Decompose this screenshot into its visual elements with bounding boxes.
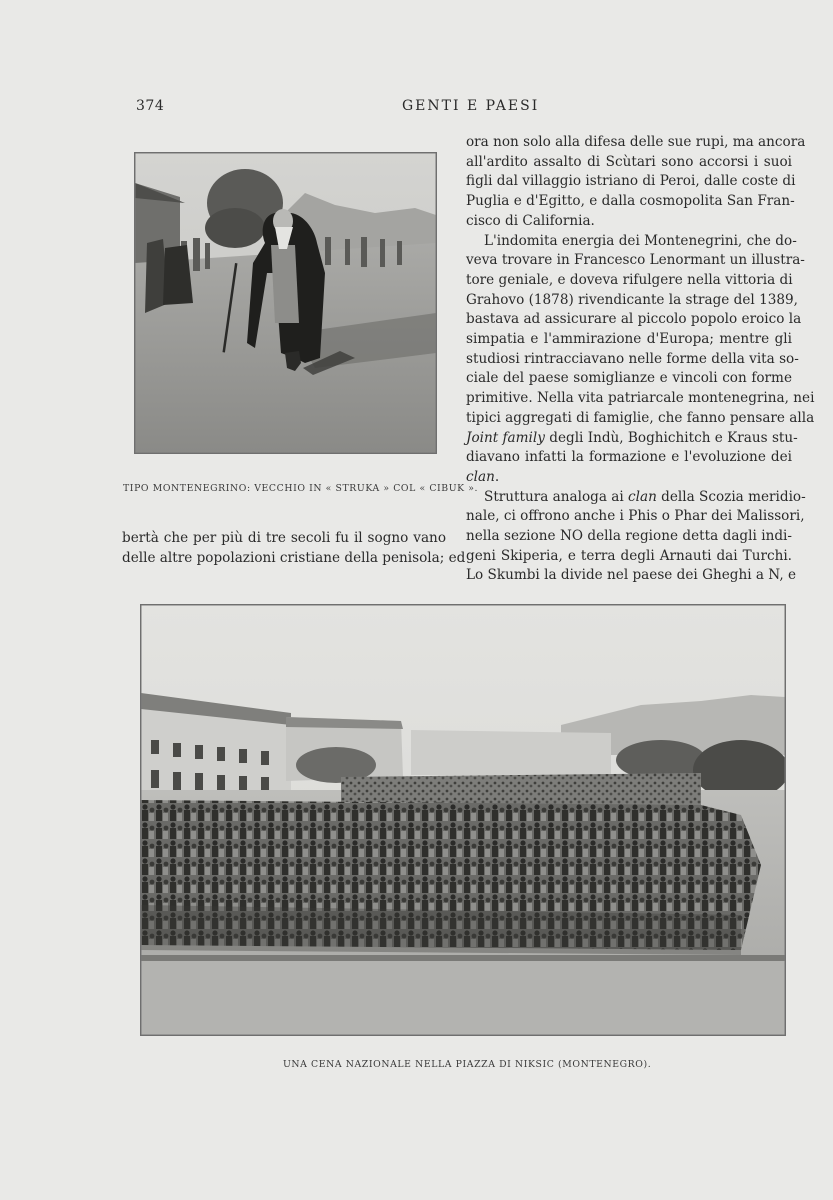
text-line: Puglia e d'Egitto, e dalla cosmopolita San Fran- — [466, 193, 795, 210]
text-line: tipici aggregati di famiglie, che fanno pensare alla — [466, 409, 815, 426]
text-line: Grahovo (1878) rivendicante la strage del 1389, — [466, 291, 798, 308]
text-column-left — [122, 529, 466, 568]
italic-term: Joint family — [466, 429, 545, 446]
text-column-right — [466, 133, 815, 586]
text-line: all'ardito assalto di Scùtari sono accorsi i suoi — [466, 153, 792, 170]
text-fragment: della Scozia meridio- — [656, 488, 806, 505]
text-fragment: Struttura analoga ai — [484, 488, 629, 505]
text-line: simpatia e l'ammirazione d'Europa; mentre gli — [466, 331, 792, 348]
photo-montenegrin-elder-image — [135, 153, 436, 453]
text-line: tore geniale, e doveva rifulgere nella vittoria di — [466, 271, 793, 288]
text-line — [466, 468, 792, 488]
caption-montenegrin-elder: TIPO MONTENEGRINO: VECCHIO IN « STRUKA » COL « CIBUK ». — [123, 483, 479, 494]
text-fragment: . — [494, 468, 500, 485]
text-line: figli dal villaggio istriano di Peroi, dalle coste di — [466, 173, 796, 190]
running-title: GENTI E PAESI — [402, 98, 540, 114]
text-line — [466, 429, 798, 449]
italic-term: clan — [628, 488, 657, 505]
text-line: nella sezione NO della regione detta dagli indi- — [466, 528, 792, 545]
text-line: primitive. Nella vita patriarcale montenegrina, nei — [466, 390, 815, 407]
text-line: L'indomita energia dei Montenegrini, che do- — [484, 232, 797, 249]
text-line: delle altre popolazioni cristiane della penisola; ed — [122, 549, 466, 566]
italic-term: clan — [466, 468, 495, 485]
text-line: nale, ci offrono anche i Phis o Phar dei Malissori, — [466, 508, 805, 525]
text-line: Lo Skumbi la divide nel paese dei Gheghi a N, e — [466, 567, 797, 584]
text-line: ora non solo alla difesa delle sue rupi, ma ancora — [466, 134, 806, 150]
caption-niksic-square-dinner: UNA CENA NAZIONALE NELLA PIAZZA DI NIKSIC (MONTENEGRO). — [283, 1059, 652, 1070]
text-line: diavano infatti la formazione e l'evoluzione dei — [466, 449, 792, 466]
text-line: bastava ad assicurare al piccolo popolo eroico la — [466, 311, 802, 328]
text-line: veva trovare in Francesco Lenormant un illustra- — [466, 252, 805, 269]
text-fragment: degli Indù, Boghichitch e Kraus stu- — [544, 429, 798, 446]
page-header — [0, 98, 833, 118]
text-line: cisco di California. — [466, 212, 595, 229]
page-number: 374 — [136, 98, 165, 114]
text-line: geni Skiperia, e terra degli Arnauti dai Turchi. — [466, 547, 792, 564]
text-line: bertà che per più di tre secoli fu il sogno vano — [122, 530, 446, 546]
photo-niksic-square-dinner-image — [141, 605, 785, 1035]
text-line: studiosi rintracciavano nelle forme della vita so- — [466, 350, 799, 367]
text-line: ciale del paese somiglianze e vincoli con forme — [466, 370, 792, 387]
text-line — [466, 488, 806, 508]
photo-montenegrin-elder — [134, 152, 437, 454]
photo-niksic-square-dinner — [140, 604, 786, 1036]
